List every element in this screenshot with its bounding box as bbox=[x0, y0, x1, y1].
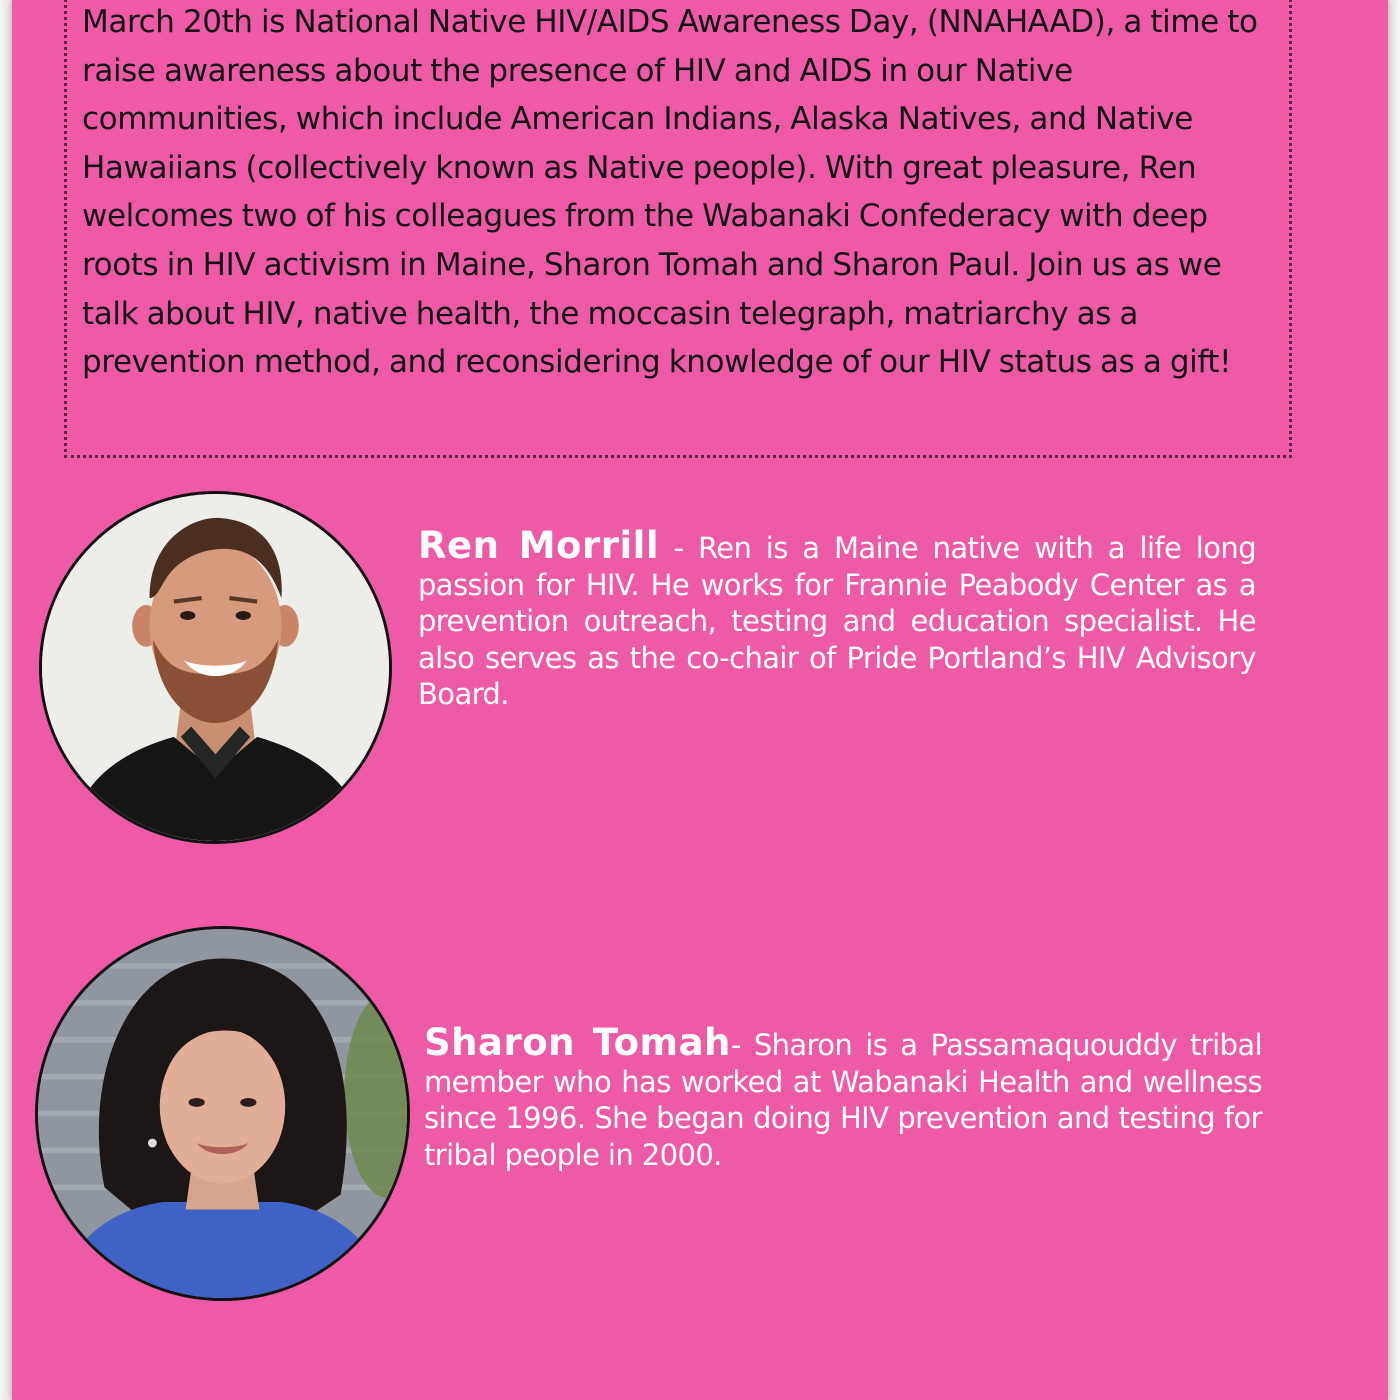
ren-morrill-separator: - bbox=[659, 531, 698, 565]
sharon-tomah-photo bbox=[35, 926, 410, 1301]
page-left-edge bbox=[0, 0, 12, 1400]
sharon-tomah-bio-text: Sharon is a Passamaquouddy tribal member who has worked at Wabanaki Health and wellness since 1996. She began doing HIV prevention and testing for tribal people in 2000. bbox=[424, 1028, 1263, 1172]
ren-morrill-bio-text: Ren is a Maine native with a life long passion for HIV. He works for Frannie Peabody Center as a prevention outreach, testing and education specialist. He also serves as the co-chair of Pride Portland’s HIV Advisory Board. bbox=[418, 531, 1256, 711]
page-right-edge bbox=[1388, 0, 1400, 1400]
ren-morrill-photo bbox=[39, 491, 392, 844]
sharon-tomah-name: Sharon Tomah bbox=[424, 1021, 731, 1064]
ren-morrill-bio bbox=[418, 524, 1256, 713]
sharon-tomah-bio bbox=[424, 1021, 1263, 1173]
ren-morrill-name: Ren Morrill bbox=[418, 524, 660, 567]
sharon-tomah-separator: - bbox=[730, 1028, 754, 1062]
flyer-page bbox=[12, 0, 1388, 1400]
intro-paragraph: March 20th is National Native HIV/AIDS Awareness Day, (NNAHAAD), a time to raise awareness about the presence of HIV and AIDS in our Native communities, which include American Indians, Alaska Natives, and Native Hawaiians (collectively known as Native people). With great pleasure, Ren welcomes two of his colleagues from the Wabanaki Confederacy with deep roots in HIV activism in Maine, Sharon Tomah and Sharon Paul. Join us as we talk about HIV, native health, the moccasin telegraph, matriarchy as a prevention method, and reconsidering knowledge of our HIV status as a gift! bbox=[82, 4, 1258, 381]
